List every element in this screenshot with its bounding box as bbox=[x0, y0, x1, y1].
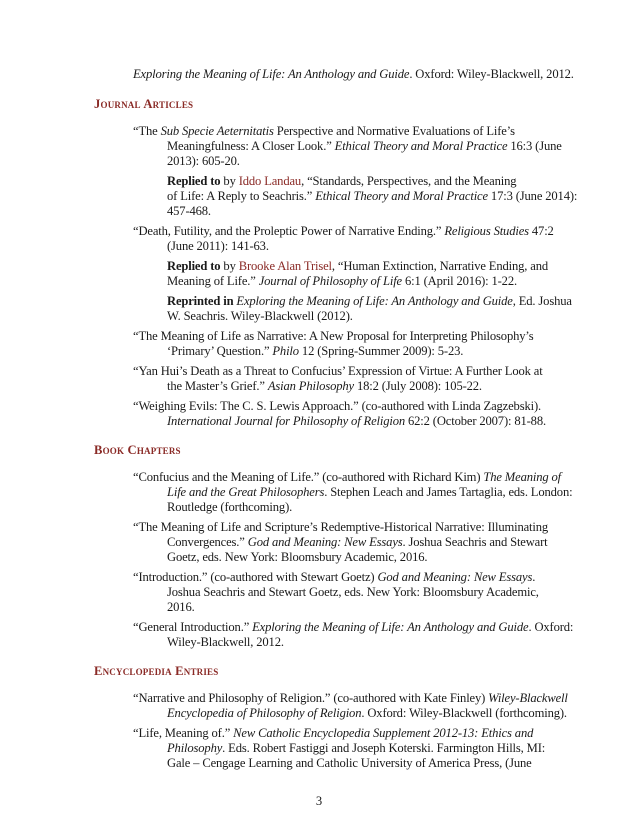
section-heading-encyclopedia-entries: Encyclopedia Entries bbox=[94, 664, 219, 678]
entry-line: “The Meaning of Life and Scripture’s Redemptive-Historical Narrative: Illuminating bbox=[133, 520, 549, 534]
entry-line bbox=[133, 570, 535, 585]
text: 12 (Spring-Summer 2009): 5-23. bbox=[298, 344, 464, 358]
text: . Joshua Seachris and Stewart bbox=[402, 535, 548, 549]
text: 17:3 (June 2014): bbox=[487, 189, 578, 203]
page-number: 3 bbox=[315, 794, 323, 808]
text: “Death, Futility, and the Proleptic Power of Narrative Ending.” bbox=[133, 224, 445, 238]
book-title: The Meaning of bbox=[483, 470, 562, 484]
text: “Introduction.” (co-authored with Stewart Goetz) bbox=[133, 570, 378, 584]
section-heading-book-chapters: Book Chapters bbox=[94, 443, 181, 457]
entry-line: “Yan Hui’s Death as a Threat to Confucius’ Expression of Virtue: A Further Look at bbox=[133, 364, 543, 378]
entry-line: Wiley-Blackwell, 2012. bbox=[167, 635, 284, 649]
entry-line bbox=[133, 124, 515, 139]
text: by bbox=[220, 259, 239, 273]
text: Meaningfulness: A Closer Look.” bbox=[167, 139, 335, 153]
section-heading-journal-articles: Journal Articles bbox=[94, 97, 194, 111]
entry-line bbox=[167, 706, 567, 721]
replied-to-label: Replied to bbox=[167, 259, 221, 273]
text: . Stephen Leach and James Tartaglia, eds. London: bbox=[324, 485, 573, 499]
reprinted-in-label: Reprinted in bbox=[167, 294, 234, 308]
replied-to-label: Replied to bbox=[167, 174, 221, 188]
entry-line: 2013): 605-20. bbox=[167, 154, 240, 168]
entry-line: (June 2011): 141-63. bbox=[167, 239, 269, 253]
text: , “Human Extinction, Narrative Ending, and bbox=[331, 259, 549, 273]
entry-line bbox=[167, 414, 546, 429]
text: “General Introduction.” bbox=[133, 620, 253, 634]
book-title: Life and the Great Philosophers bbox=[167, 485, 325, 499]
book-entry-continuation bbox=[133, 67, 574, 82]
journal-name: Journal of Philosophy of Life bbox=[258, 274, 402, 288]
entry-line bbox=[167, 485, 572, 500]
journal-name: International Journal for Philosophy of Religion bbox=[167, 414, 406, 428]
entry-line bbox=[133, 620, 573, 635]
journal-name: Ethical Theory and Moral Practice bbox=[334, 139, 508, 153]
italic-text: Sub Specie Aeternitatis bbox=[160, 124, 274, 138]
book-title: God and Meaning: New Essays bbox=[247, 535, 403, 549]
entry-line bbox=[133, 691, 568, 706]
reprint-line bbox=[167, 294, 572, 309]
entry-line: Gale – Cengage Learning and Catholic University of America Press, (June bbox=[167, 756, 532, 770]
journal-name: Philo bbox=[272, 344, 299, 358]
text: 16:3 (June bbox=[507, 139, 562, 153]
entry-line bbox=[167, 344, 463, 359]
reply-line bbox=[167, 174, 516, 189]
journal-name: Ethical Theory and Moral Practice bbox=[315, 189, 488, 203]
entry-line: “Weighing Evils: The C. S. Lewis Approach.” (co-authored with Linda Zagzebski). bbox=[133, 399, 541, 413]
book-title: God and Meaning: New Essays bbox=[377, 570, 533, 584]
reply-line bbox=[167, 274, 517, 289]
replier-name-link[interactable]: Iddo Landau bbox=[238, 174, 302, 188]
text: Perspective and Normative Evaluations of Life’s bbox=[273, 124, 515, 138]
entry-line: “The Meaning of Life as Narrative: A New Proposal for Interpreting Philosophy’s bbox=[133, 329, 534, 343]
text: . Eds. Robert Fastiggi and Joseph Koterski. Farmington Hills, MI: bbox=[222, 741, 546, 755]
text: 6:1 (April 2016): 1-22. bbox=[402, 274, 517, 288]
text: , Ed. Joshua bbox=[512, 294, 572, 308]
journal-name: Religious Studies bbox=[444, 224, 529, 238]
book-title: Encyclopedia of Philosophy of Religion bbox=[167, 706, 362, 720]
reply-line: 457-468. bbox=[167, 204, 211, 218]
book-title: Wiley-Blackwell bbox=[488, 691, 568, 705]
text: “Confucius and the Meaning of Life.” (co-authored with Richard Kim) bbox=[133, 470, 484, 484]
text: Convergences.” bbox=[167, 535, 248, 549]
book-title: Exploring the Meaning of Life: An Anthology and Guide bbox=[252, 620, 529, 634]
entry-line: Routledge (forthcoming). bbox=[167, 500, 293, 514]
text: of Life: A Reply to Seachris.” bbox=[167, 189, 316, 203]
text: 47:2 bbox=[528, 224, 554, 238]
text: 18:2 (July 2008): 105-22. bbox=[353, 379, 482, 393]
text: “Narrative and Philosophy of Religion.” (co-authored with Kate Finley) bbox=[133, 691, 489, 705]
text: the Master’s Grief.” bbox=[167, 379, 268, 393]
text: Meaning of Life.” bbox=[167, 274, 259, 288]
journal-name: Asian Philosophy bbox=[267, 379, 354, 393]
text: . Oxford: bbox=[528, 620, 574, 634]
reprint-line: W. Seachris. Wiley-Blackwell (2012). bbox=[167, 309, 353, 323]
book-publication: . Oxford: Wiley-Blackwell, 2012. bbox=[409, 67, 574, 81]
book-title: Philosophy bbox=[167, 741, 223, 755]
entry-line bbox=[167, 741, 545, 756]
text: “The bbox=[133, 124, 161, 138]
reply-line bbox=[167, 189, 577, 204]
entry-line bbox=[167, 379, 482, 394]
entry-line bbox=[133, 224, 554, 239]
text: 62:2 (October 2007): 81-88. bbox=[405, 414, 546, 428]
text: , “Standards, Perspectives, and the Meaning bbox=[301, 174, 517, 188]
text: . bbox=[532, 570, 536, 584]
reply-line bbox=[167, 259, 548, 274]
entry-line bbox=[167, 535, 548, 550]
entry-line bbox=[167, 139, 562, 154]
replier-name-link[interactable]: Brooke Alan Trisel bbox=[238, 259, 332, 273]
book-title: Exploring the Meaning of Life: An Anthology and Guide bbox=[236, 294, 513, 308]
book-title: New Catholic Encyclopedia Supplement 2012-13: Ethics and bbox=[233, 726, 534, 740]
text: . Oxford: Wiley-Blackwell (forthcoming). bbox=[361, 706, 567, 720]
entry-line: 2016. bbox=[167, 600, 195, 614]
entry-line: Goetz, eds. New York: Bloomsbury Academic, 2016. bbox=[167, 550, 428, 564]
book-title: Exploring the Meaning of Life: An Anthology and Guide bbox=[133, 67, 410, 81]
text: “Life, Meaning of.” bbox=[133, 726, 234, 740]
entry-line: Joshua Seachris and Stewart Goetz, eds. New York: Bloomsbury Academic, bbox=[167, 585, 539, 599]
entry-line bbox=[133, 726, 533, 741]
entry-line bbox=[133, 470, 561, 485]
text: by bbox=[220, 174, 239, 188]
text: ‘Primary’ Question.” bbox=[167, 344, 273, 358]
